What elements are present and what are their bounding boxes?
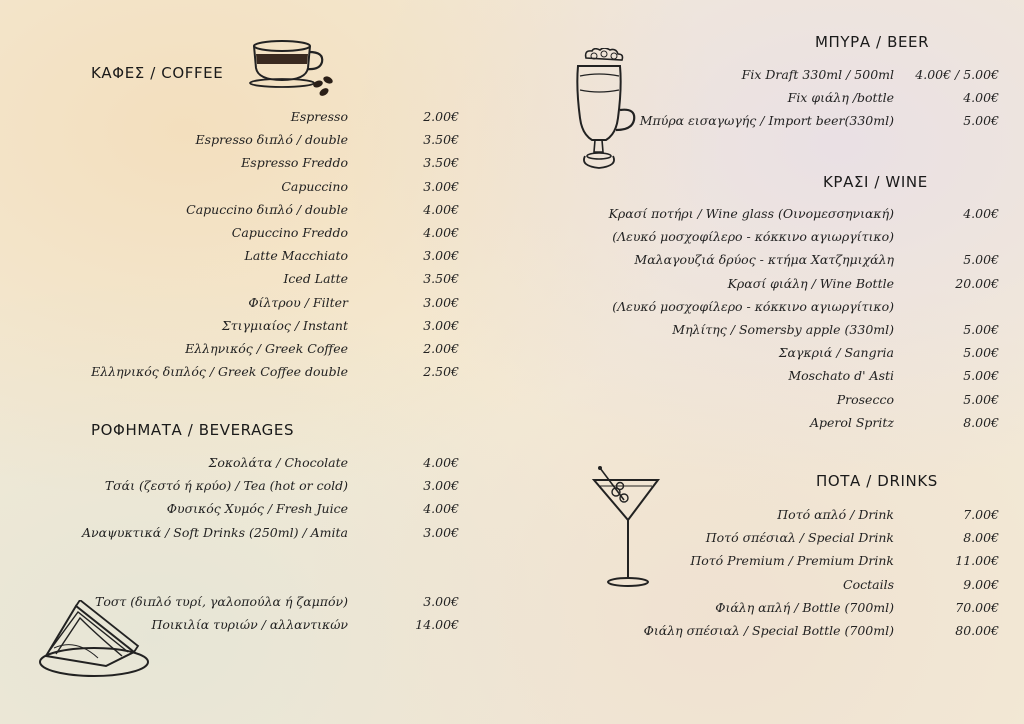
beverages-section-title: ΡΟΦΗΜΑΤΑ / BEVERAGES [91,421,295,439]
coffee-item-name: Φίλτρου / Filter [248,294,348,310]
wine-item-name: Moschato d' Asti [788,368,894,384]
coffee-item-name: Ελληνικός / Greek Coffee [185,340,348,356]
coffee-item [40,317,459,341]
coffee-item-name: Espresso Freddo [241,155,348,171]
drinks-item-price: 7.00€ [963,507,999,522]
drinks-section-title: ΠΟΤΑ / DRINKS [816,472,938,490]
beer-section-title: ΜΠΥΡΑ / BEER [815,33,930,51]
wine-item [560,391,999,415]
beverages-item-price: 4.00€ [423,501,459,517]
coffee-item [40,178,459,202]
coffee-item [40,248,459,271]
snacks-list [40,594,459,640]
coffee-item-name: Capuccino διπλό / double [186,201,348,217]
drinks-item-name: Φιάλη απλή / Bottle (700ml) [715,599,894,615]
coffee-item-name: Capuccino Freddo [231,224,348,240]
drinks-item-name: Ποτό σπέσιαλ / Special Drink [705,530,894,546]
drinks-list [560,507,999,646]
beer-item-price: 5.00€ [963,113,999,129]
beer-list [560,67,999,137]
snacks-item [40,617,459,640]
wine-section-title: ΚΡΑΣΙ / WINE [823,173,928,191]
beverages-item-name: Σοκολάτα / Chocolate [208,455,348,470]
drinks-item-name: Coctails [843,576,894,592]
coffee-item-price: 2.00€ [423,109,459,124]
beer-item-name: Fix φιάλη /bottle [787,90,894,106]
snacks-item-price: 3.00€ [423,594,459,609]
beer-item-name: Fix Draft 330ml / 500ml [741,67,894,82]
wine-item [560,345,999,368]
beverages-item [40,501,459,524]
wine-item-name: Κρασί φιάλη / Wine Bottle [727,275,894,291]
wine-item [560,206,999,229]
snacks-item [40,594,459,617]
drinks-item [560,622,999,646]
wine-item-name: (Λευκό μοσχοφίλερο - κόκκινο αγιωργίτικο) [612,229,894,245]
coffee-item [40,294,459,318]
wine-item-price: 5.00€ [963,252,999,268]
coffee-item-name: Espresso διπλό / double [195,132,348,148]
wine-item [560,321,999,345]
beverages-item [40,478,459,501]
snacks-item-name: Τοστ (διπλό τυρί, γαλοπούλα ή ζαμπόν) [95,594,348,609]
coffee-section-title: ΚΑΦΕΣ / COFFEE [91,64,224,82]
wine-item-price: 8.00€ [963,414,999,430]
coffee-item-price: 3.00€ [423,248,459,264]
drinks-item-price: 11.00€ [955,553,999,569]
coffee-item-name: Ελληνικός διπλός / Greek Coffee double [91,364,348,380]
coffee-item [40,132,459,155]
drinks-item [560,599,999,623]
drinks-item-price: 9.00€ [963,576,999,592]
beer-item [560,90,999,113]
wine-item-name: Μηλίτης / Somersby apple (330ml) [672,321,894,337]
beverages-item-name: Αναψυκτικά / Soft Drinks (250ml) / Amita [82,524,348,540]
coffee-item-name: Latte Macchiato [244,248,348,264]
coffee-item-price: 3.50€ [423,155,459,171]
coffee-item [40,224,459,248]
wine-item-name: Κρασί ποτήρι / Wine glass (Οινομεσσηνιακή) [608,206,894,221]
beverages-item-name: Φυσικός Χυμός / Fresh Juice [166,501,348,517]
drinks-item-name: Ποτό Premium / Premium Drink [690,553,894,569]
drinks-item-name: Φιάλη σπέσιαλ / Special Bottle (700ml) [643,622,894,638]
beverages-item-price: 3.00€ [423,478,459,494]
drinks-item-price: 8.00€ [963,530,999,546]
wine-list [560,206,999,438]
wine-item-name: Aperol Spritz [809,414,894,430]
coffee-item-name: Στιγμιαίος / Instant [221,317,348,333]
wine-item-price: 20.00€ [955,275,999,291]
drinks-item [560,507,999,530]
wine-item [560,229,894,252]
coffee-item-price: 4.00€ [423,224,459,240]
snacks-item-name: Ποικιλία τυριών / αλλαντικών [151,617,348,633]
wine-item [560,275,999,299]
wine-item-name: Μαλαγουζιά δρύος - κτήμα Χατζημιχάλη [634,252,894,268]
coffee-item-price: 2.50€ [423,364,459,380]
wine-item [560,252,999,275]
wine-item [560,368,999,391]
drinks-item [560,530,999,553]
wine-item-price: 4.00€ [963,206,999,221]
drinks-item [560,553,999,576]
wine-item [560,414,999,438]
drinks-item-price: 70.00€ [955,599,999,615]
beverages-item-name: Τσάι (ζεστό ή κρύο) / Tea (hot or cold) [104,478,348,494]
beverages-item [40,524,459,548]
coffee-item-price: 3.50€ [423,132,459,148]
beer-item [560,67,999,90]
coffee-item-price: 3.00€ [423,317,459,333]
coffee-item-price: 4.00€ [423,201,459,217]
coffee-item [40,271,459,294]
coffee-list [40,109,459,387]
beverages-item-price: 4.00€ [423,455,459,470]
beverages-list [40,455,459,548]
beverages-item [40,455,459,478]
coffee-item-price: 3.00€ [423,294,459,310]
coffee-item [40,109,459,132]
coffee-item [40,201,459,225]
wine-item-name: Σαγκριά / Sangria [778,345,894,361]
wine-item-price: 5.00€ [963,368,999,384]
beer-item-name: Μπύρα εισαγωγής / Import beer(330ml) [639,113,894,129]
wine-item-name: Prosecco [836,391,894,407]
coffee-item-name: Capuccino [281,178,348,194]
beverages-item-price: 3.00€ [423,524,459,540]
beer-item-price: 4.00€ / 5.00€ [915,67,999,82]
wine-item-price: 5.00€ [963,321,999,337]
beer-item-price: 4.00€ [963,90,999,106]
coffee-item [40,340,459,364]
coffee-item-price: 3.00€ [423,178,459,194]
coffee-cup-icon [248,38,340,100]
coffee-item [40,364,459,387]
drinks-item-name: Ποτό απλό / Drink [777,507,894,522]
snacks-item-price: 14.00€ [415,617,459,633]
wine-item-price: 5.00€ [963,345,999,361]
coffee-item-name: Espresso [290,109,348,124]
wine-item [560,299,894,322]
wine-item-price: 5.00€ [963,391,999,407]
drinks-item [560,576,999,600]
coffee-item-name: Iced Latte [283,271,348,287]
coffee-item [40,155,459,178]
beer-item [560,113,999,136]
coffee-item-price: 2.00€ [423,340,459,356]
coffee-item-price: 3.50€ [423,271,459,287]
drinks-item-price: 80.00€ [955,622,999,638]
wine-item-name: (Λευκό μοσχοφίλερο - κόκκινο αγιωργίτικο) [612,298,894,314]
